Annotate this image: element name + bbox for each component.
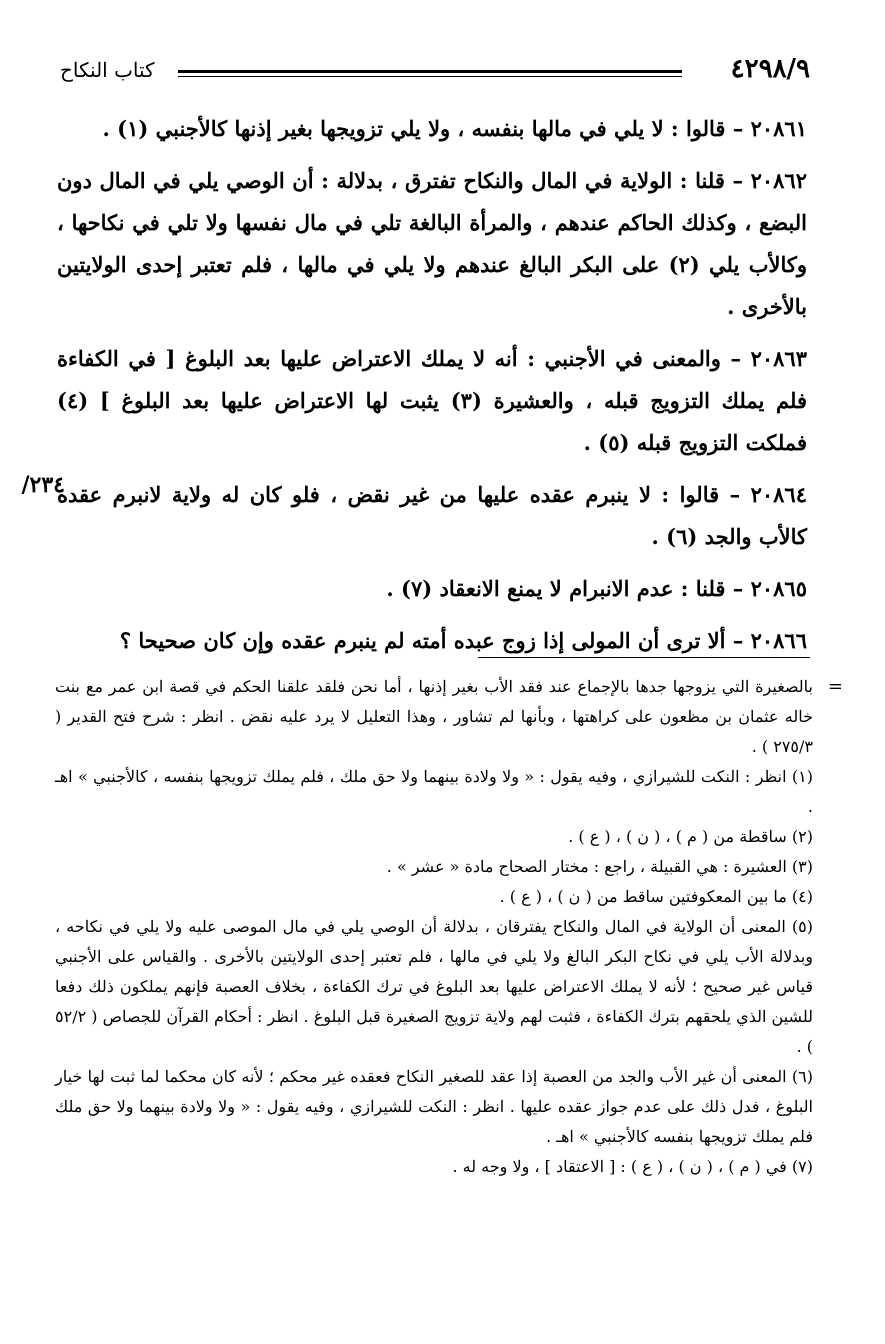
paragraph-20863: ٢٠٨٦٣ – والمعنى في الأجنبي : أنه لا يملك الاعتراض عليها بعد البلوغ [ في الكفاءة فلم يملك التزويج قبله ، والعشيرة (٣) يثبت لها الاعتراض عليها بعد البلوغ ] (٤) فملكت التزويج قبله (٥) . — [57, 346, 807, 455]
footnote-6: (٦) المعنى أن غير الأب والجد من العصبة إذا عقد للصغير النكاح فعقده غير محكم ؛ لأنه كان محكما لما ثبت لها خيار البلوغ ، فدل ذلك على عدم جواز عقده عليها . انظر : النكت للشيرازي ، وفيه يقول : « ولا ولادة بينهما ولا حق ملك فلم يملك تزويجها بنفسه كالأجنبي » اهـ . — [55, 1067, 813, 1146]
footnote-1: (١) انظر : النكت للشيرازي ، وفيه يقول : « ولا ولادة بينهما ولا حق ملك ، فلم يملك تزويجها بنفسه ، كالأجنبي » اهـ . — [55, 767, 813, 816]
paragraph-20864: ٢٠٨٦٤ – قالوا : لا ينبرم عقده عليها من غير نقض ، فلو كان له ولاية لانبرم عقده كالأب والجد (٦) . — [57, 482, 807, 549]
page-number: ٤٢٩٨/٩ — [730, 54, 810, 84]
margin-page-reference: /٢٣٤ — [21, 472, 65, 498]
paragraph-20865: ٢٠٨٦٥ – قلنا : عدم الانبرام لا يمنع الانعقاد (٧) . — [386, 576, 807, 601]
main-text — [57, 108, 807, 662]
footnote-7: (٧) في ( م ) ، ( ن ) ، ( ع ) : [ الاعتقاد ] ، ولا وجه له . — [452, 1157, 813, 1176]
footnote-5: (٥) المعنى أن الولاية في المال والنكاح يفترقان ، بدلالة أن الوصي يلي في مال الموصى عليه ولا يلي في نكاحه ، وبدلالة الأب يلي في نكاح البكر البالغ ولا يلي في مالها ، فلم تعتبر إحدى الولايتين بالأخرى . والقياس على الأجنبي قياس غير صحيح ؛ لأنه لا يملك الاعتراض عليها بعد البلوغ في ترك الكفاءة ، بخلاف العصبة فإنهم يملكون ذلك دفعا للشين الذي يلحقهم بترك الكفاءة ، فثبت لهم ولاية تزويج الصغيرة قبل البلوغ . انظر : أحكام القرآن للجصاص ( ٥٢/٢ ) . — [55, 917, 814, 1056]
footnotes — [55, 672, 843, 1182]
paragraph-20861: ٢٠٨٦١ – قالوا : لا يلي في مالها بنفسه ، ولا يلي تزويجها بغير إذنها كالأجنبي (١) . — [102, 116, 807, 141]
footnote-continuation — [55, 672, 843, 762]
footnote-continuation-text: بالصغيرة التي يزوجها جدها بالإجماع عند فقد الأب بغير إذنها ، أما نحن فلقد علقنا الحكم في قصة ابن عمر مع بنت خاله عثمان بن مظعون على كراهتها ، وبأنها لم تشاور ، وهذا التعليل لا يرد عليه نقض . انظر : شرح فتح القدير ( ٢٧٥/٣ ) . — [55, 677, 813, 756]
footnote-4: (٤) ما بين المعكوفتين ساقط من ( ن ) ، ( ع ) . — [499, 887, 813, 906]
chapter-title: كتاب النكاح — [60, 58, 155, 82]
footnote-2: (٢) ساقطة من ( م ) ، ( ن ) ، ( ع ) . — [568, 827, 813, 846]
footnote-separator — [478, 657, 810, 658]
continuation-mark: = — [827, 676, 843, 697]
paragraph-20866: ٢٠٨٦٦ – ألا ترى أن المولى إذا زوج عبده أمته لم ينبرم عقده وإن كان صحيحا ؟ — [119, 628, 807, 653]
running-header — [60, 52, 810, 92]
header-rule — [178, 70, 682, 77]
footnote-3: (٣) العشيرة : هي القبيلة ، راجع : مختار الصحاح مادة « عشر » . — [386, 857, 813, 876]
paragraph-20862: ٢٠٨٦٢ – قلنا : الولاية في المال والنكاح تفترق ، بدلالة : أن الوصي يلي في المال دون البضع ، وكذلك الحاكم عندهم ، والمرأة البالغة تلي في مال نفسها ولا تلي في نكاحها ، وكالأب يلي (٢) على البكر البالغ عندهم ولا يلي في مالها ، فلم تعتبر إحدى الولايتين بالأخرى . — [57, 168, 807, 319]
